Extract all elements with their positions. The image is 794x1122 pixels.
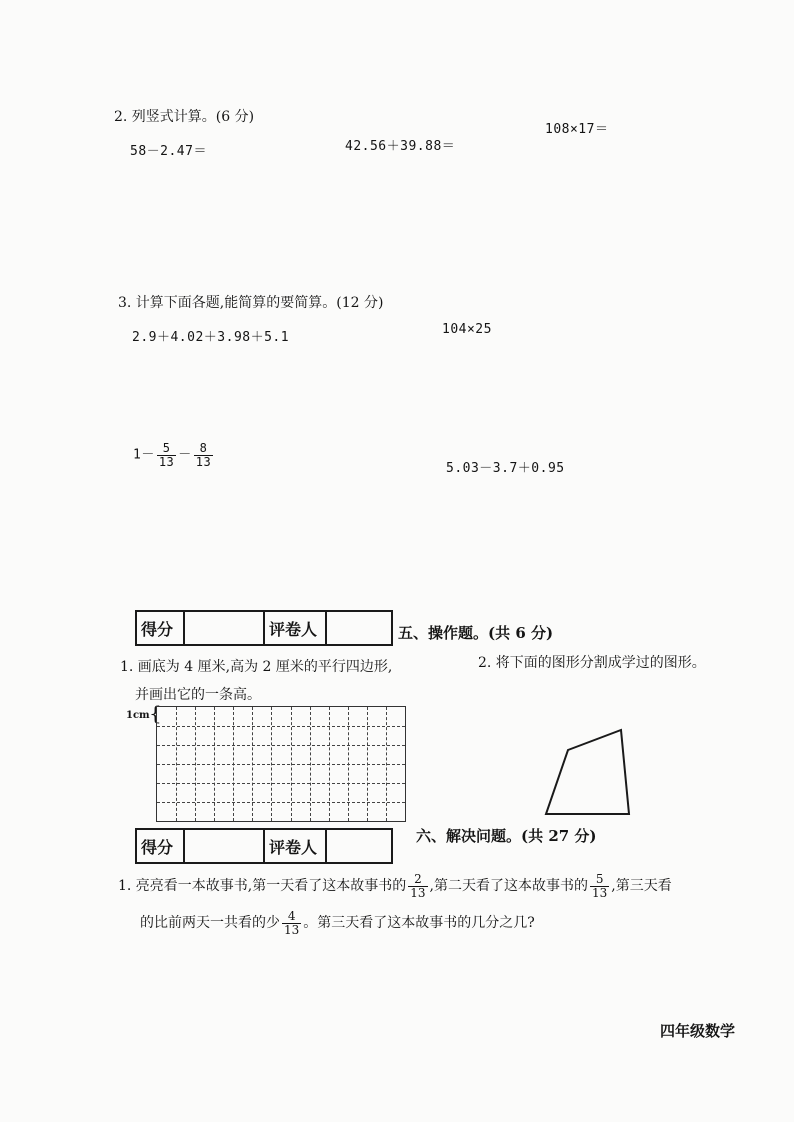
q3-title: 3. 计算下面各题,能简算的要简算。(12 分): [118, 295, 384, 311]
section6-q1-part3: ,第三天看: [611, 878, 672, 895]
q3-fraction-1-den: 13: [158, 454, 175, 469]
section6-fraction-1: [408, 873, 427, 899]
section6-fraction-3: [282, 910, 301, 936]
grid-line-horizontal: [157, 802, 405, 803]
q2-item-1: 58－2.47＝: [130, 144, 207, 159]
brace-icon: {: [149, 701, 162, 725]
section6-fraction-2-num: 5: [595, 872, 604, 886]
section6-fraction-2-den: 13: [592, 885, 608, 900]
quadrilateral-shape: [546, 730, 629, 814]
section6-q1-part1: 1. 亮亮看一本故事书,第一天看了这本故事书的: [118, 878, 407, 895]
quadrilateral-figure: [540, 725, 635, 820]
section6-q1-line2: [140, 910, 535, 936]
grader-label: 评卷人: [264, 611, 326, 645]
q3-fraction-1: [157, 442, 176, 468]
q2-title: 2. 列竖式计算。(6 分): [114, 109, 255, 125]
grid-line-horizontal: [157, 783, 405, 784]
score-label: 得分: [136, 611, 184, 645]
section6-fraction-3-den: 13: [284, 922, 300, 937]
grader-field[interactable]: [326, 611, 392, 645]
section5-q1-line2: 并画出它的一条高。: [135, 687, 261, 703]
section5-q2: 2. 将下面的图形分割成学过的图形。: [478, 655, 706, 671]
q2-item-3: 108×17＝: [545, 122, 609, 137]
score-label: 得分: [136, 829, 184, 863]
section6-fraction-1-den: 13: [410, 885, 426, 900]
section6-q1-line2-part2: 。第三天看了这本故事书的几分之几?: [303, 915, 535, 932]
q3-item-4: 5.03－3.7＋0.95: [446, 461, 565, 476]
section6-fraction-1-num: 2: [414, 872, 422, 886]
grader-field[interactable]: [326, 829, 392, 863]
q3-item-3-mid: －: [178, 447, 192, 463]
drawing-grid[interactable]: [156, 706, 406, 822]
score-box-2: [135, 828, 393, 864]
q3-item-3-lead: 1－: [133, 447, 155, 463]
score-field[interactable]: [184, 611, 264, 645]
q3-fraction-2-num: 8: [199, 441, 208, 455]
section6-fraction-2: [590, 873, 609, 899]
q3-item-1: 2.9＋4.02＋3.98＋5.1: [132, 330, 290, 345]
q3-item-3: [133, 442, 215, 468]
section5-title: 五、操作题。(共 6 分): [398, 624, 554, 642]
grid-unit-label: 1cm: [126, 710, 150, 721]
grid-line-horizontal: [157, 745, 405, 746]
section6-q1-part2: ,第二天看了这本故事书的: [429, 878, 588, 895]
footer-grade-label: 四年级数学: [660, 1022, 736, 1040]
q2-item-2: 42.56＋39.88＝: [345, 139, 456, 154]
section6-q1-line1: [118, 873, 672, 899]
section5-q1-line1: 1. 画底为 4 厘米,高为 2 厘米的平行四边形,: [120, 659, 393, 675]
score-field[interactable]: [184, 829, 264, 863]
grid-line-horizontal: [157, 726, 405, 727]
q3-fraction-2: [194, 442, 213, 468]
grader-label: 评卷人: [264, 829, 326, 863]
q3-item-2: 104×25: [442, 322, 492, 337]
grid-line-horizontal: [157, 764, 405, 765]
q3-fraction-1-num: 5: [162, 441, 171, 455]
section6-q1-line2-part1: 的比前两天一共看的少: [140, 915, 280, 932]
q3-fraction-2-den: 13: [195, 454, 212, 469]
section6-title: 六、解决问题。(共 27 分): [416, 827, 597, 845]
score-box-1: [135, 610, 393, 646]
section6-fraction-3-num: 4: [287, 909, 296, 923]
